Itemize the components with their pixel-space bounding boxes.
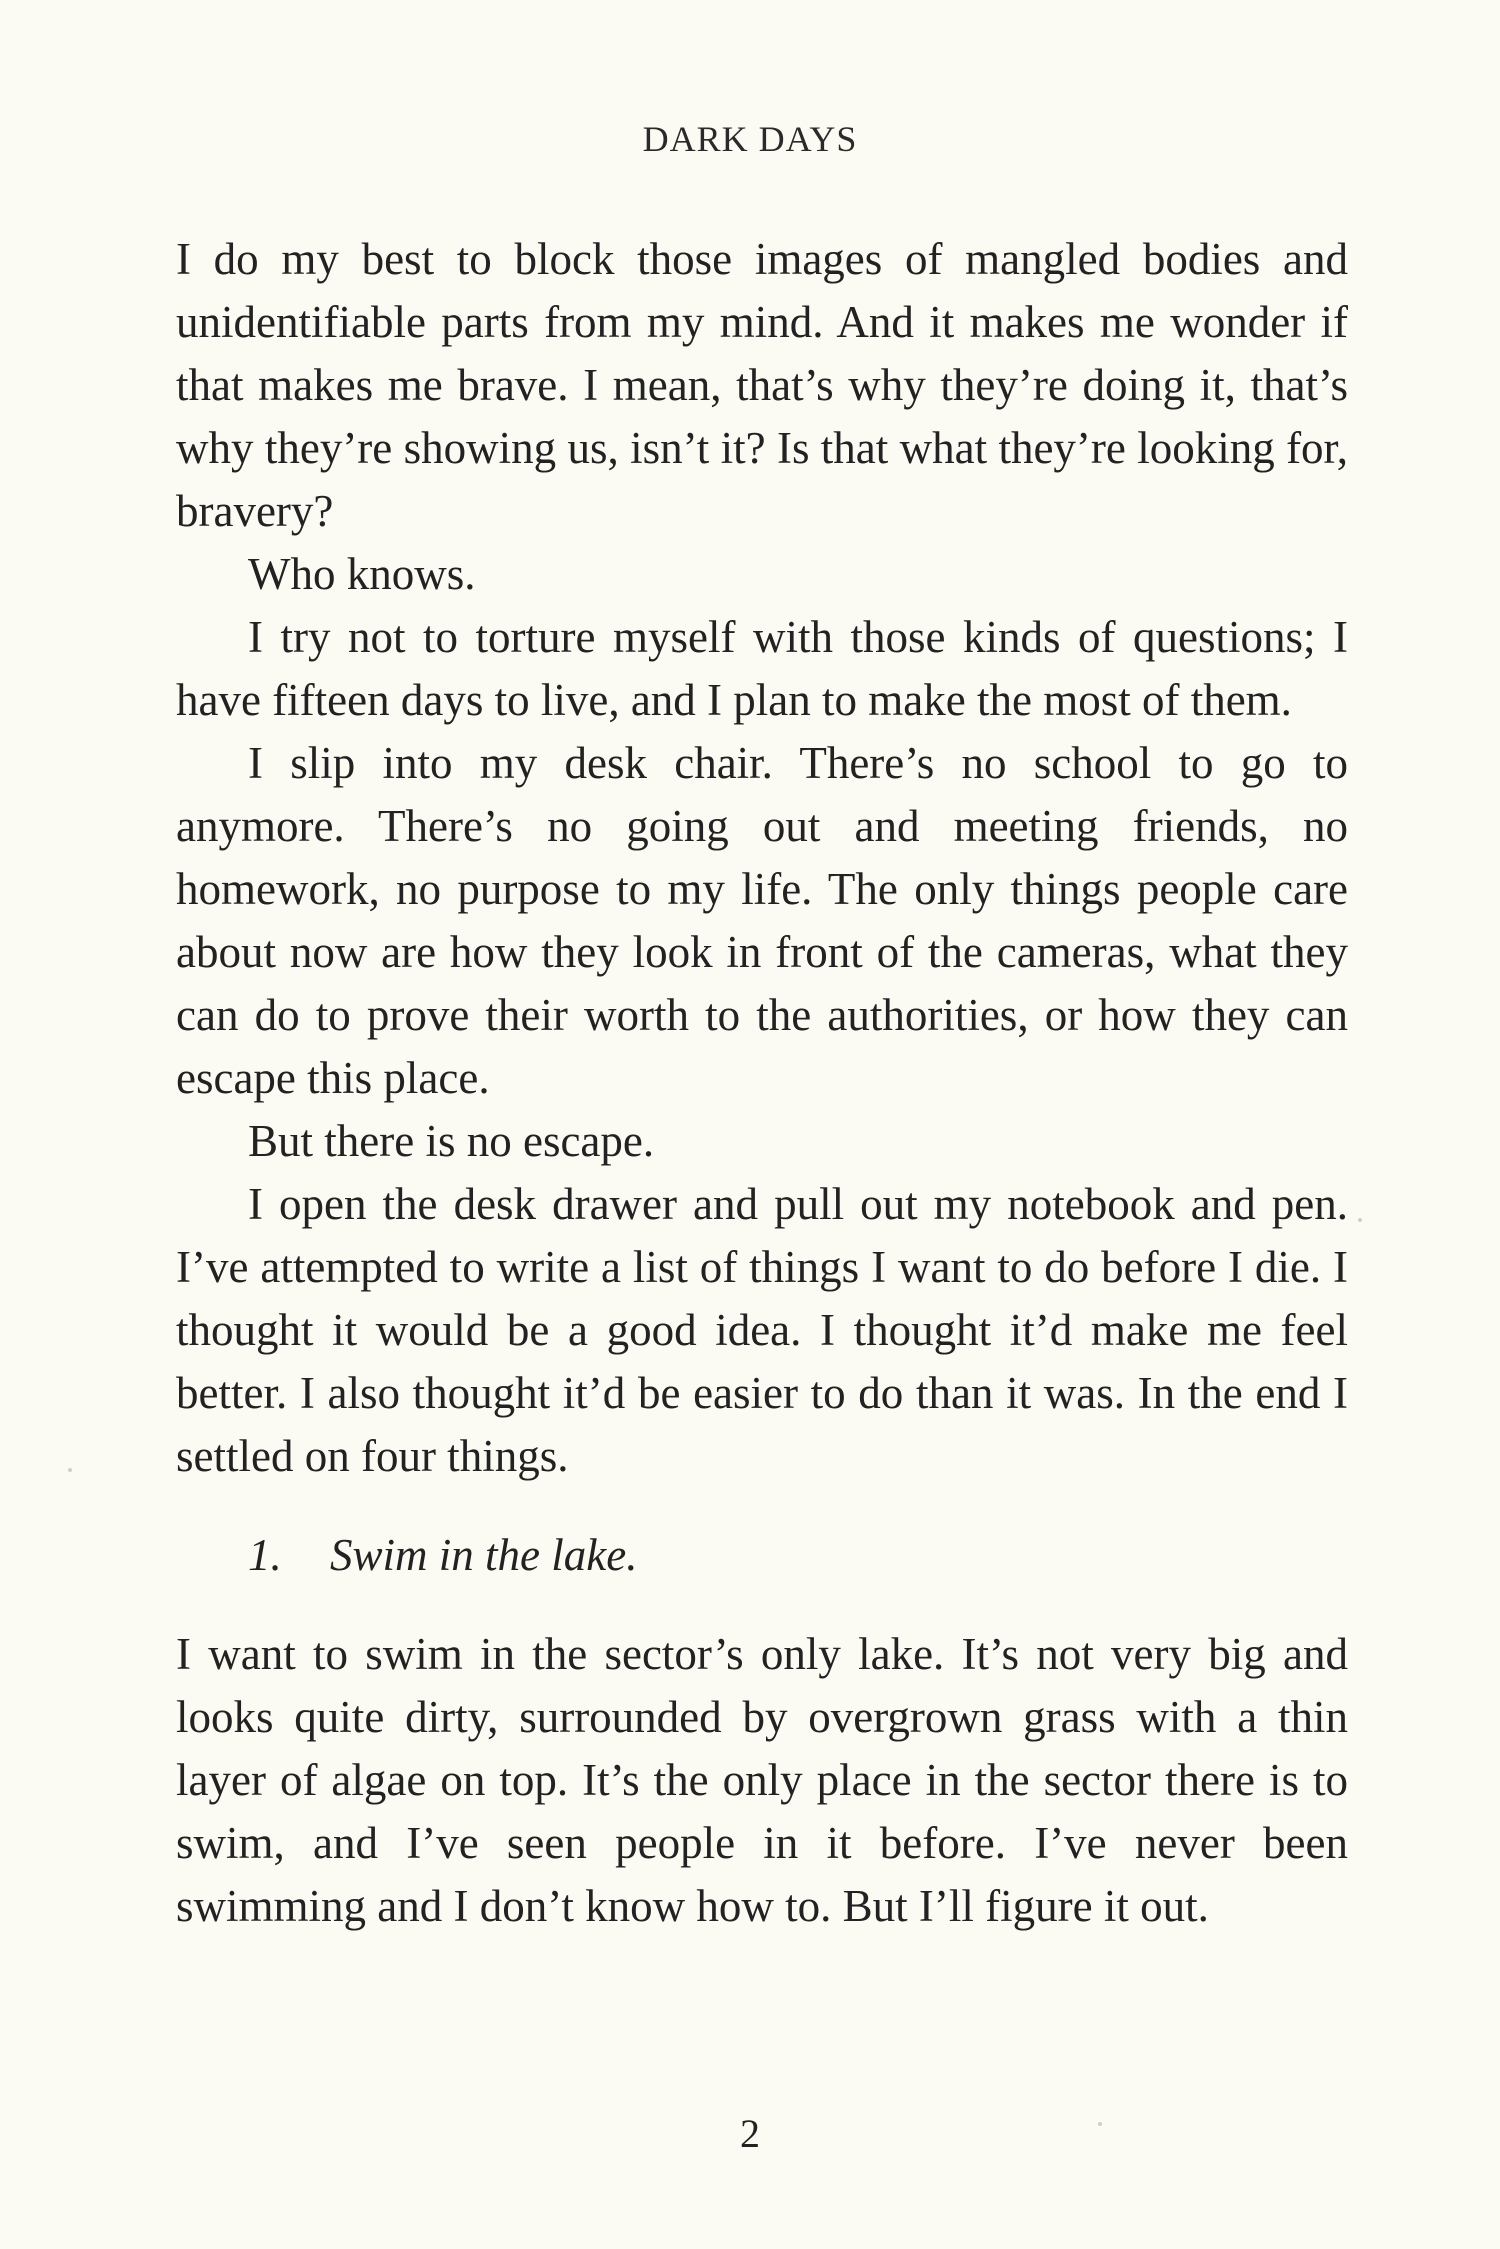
paragraph: Who knows. bbox=[248, 549, 476, 599]
running-head: DARK DAYS bbox=[642, 119, 858, 159]
list-item bbox=[248, 1524, 1348, 1587]
list-item-number: 1. bbox=[248, 1530, 282, 1580]
paragraph: I slip into my desk chair. There’s no school to go to anymore. There’s no going out and meeting friends, no homework, no purpose to my life. The only things people care about now are how they look in front of the cameras, what they can do to prove their worth to the authorities, or how they can escape this place. bbox=[176, 738, 1348, 1103]
page-number: 2 bbox=[740, 2111, 760, 2156]
paragraph: I try not to torture myself with those kinds of questions; I have fifteen days to live, and I plan to make the most of them. bbox=[176, 612, 1348, 725]
paragraph: I want to swim in the sector’s only lake. It’s not very big and looks quite dirty, surrounded by overgrown grass with a thin layer of algae on top. It’s the only place in the sector there is to swim, and I’ve seen people in it before. I’ve never been swimming and I don’t know how to. But I’ll figure it out. bbox=[176, 1629, 1348, 1931]
paragraph: I open the desk drawer and pull out my notebook and pen. I’ve attempted to write a list of things I want to do before I die. I thought it would be a good idea. I thought it’d make me feel better. I also thought it’d be easier to do than it was. In the end I settled on four things. bbox=[176, 1179, 1348, 1481]
list-item-text: Swim in the lake. bbox=[330, 1530, 638, 1580]
paper-speck bbox=[68, 1468, 72, 1472]
paper-speck bbox=[1098, 2122, 1102, 2126]
paragraph: I do my best to block those images of mangled bodies and unidentifiable parts from my mind. And it makes me wonder if that makes me brave. I mean, that’s why they’re doing it, that’s why they’re showing us, isn’t it? Is that what they’re looking for, bravery? bbox=[176, 234, 1348, 536]
paper-speck bbox=[1358, 1218, 1362, 1222]
paragraph: But there is no escape. bbox=[248, 1116, 655, 1166]
body-text bbox=[176, 228, 1348, 1938]
